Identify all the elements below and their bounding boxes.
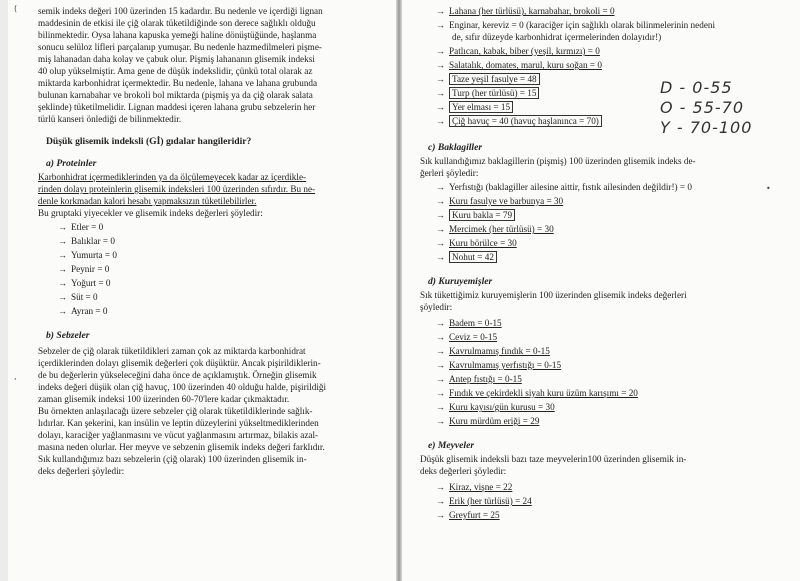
vegetables-paragraph-line: Bu örnekten anlaşılacağı üzere sebzeler çiğ olarak tüketildiklerinde sağlık- [38,406,313,416]
arrow-right-icon: → [436,6,445,16]
arrow-right-icon: → [436,116,445,126]
list-item: → Süt = 0 [58,292,98,302]
arrow-right-icon: → [436,224,445,234]
arrow-right-icon: → [436,416,445,426]
list-item: → Kuru kayısı/gün kurusu = 30 [436,402,555,412]
paragraph-line: şeklinde) tüketilmelidir. Lignan maddesi içeren lahana grubu sebzelerin her [38,102,316,112]
arrow-right-icon: → [436,46,445,56]
arrow-right-icon: → [436,360,445,370]
paragraph-line: miş lahanadan daha kolay ve çabuk olur. Pişmiş lahananın glisemik indeksi [38,54,315,64]
list-item: → Turp (her türlüsü) = 15 [436,88,539,99]
paragraph-line: türlü kanseri önlediği de bilinmektedir. [38,114,182,124]
binding-edge [0,0,8,581]
arrow-right-icon: → [436,496,445,506]
handwritten-note: D - 0-55 [660,78,733,97]
paragraph-line: miktarda karbonhidrat içermektedir. Bu nedenle, lahana ve lahana grubunda [38,78,318,88]
proteins-paragraph-line: denle korkmadan kalori hesabı yapmaksızın tüketilebilirler. [38,196,257,206]
arrow-right-icon: → [436,88,445,98]
list-item: → Lahana (her türlüsü), karnabahar, brokoli = 0 [436,6,615,16]
nuts-paragraph-line: şöyledir: [420,302,453,312]
arrow-right-icon: → [436,346,445,356]
arrow-right-icon: → [436,252,445,262]
paragraph-line: bulunan karnabahar ve brokoli bol miktarda (pişmiş ya da çiğ olarak salata [38,90,313,100]
list-item: → Mercimek (her türlüsü) = 30 [436,224,554,234]
list-item: → Kuru mürdüm eriği = 29 [436,416,540,426]
proteins-paragraph-line: Karbonhidrat içermediklerinden ya da ölçülemeyecek kadar az içerdikle- [38,172,307,182]
list-item: → Salatalık, domates, marul, kuru soğan = 0 [436,60,602,70]
arrow-right-icon: → [436,374,445,384]
vegetables-paragraph-line: indeks değeri düşük olan çiğ havuç, 100 üzerinden 40 olduğu halde, pişirildiği [38,382,327,392]
arrow-right-icon: → [58,306,67,316]
list-item: → Yer elması = 15 [436,102,513,113]
list-item: → Enginar, kereviz = 0 (karaciğer için sağlıklı olarak bilinmelerinin nedeni [436,20,716,30]
arrow-right-icon: → [58,236,67,246]
arrow-right-icon: → [436,332,445,342]
list-item: → Fındık ve çekirdekli siyah kuru üzüm karışımı = 20 [436,388,638,398]
list-item: → Kiraz, vişne = 22 [436,482,513,492]
nuts-paragraph-line: Sık tükettiğimiz kuruyemişlerin 100 üzerinden glisemik indeks değerleri [420,290,687,300]
list-item: → Yerfıstığı (baklagiller ailesine aittir, fıstık ailesinden değildir!) = 0 [436,182,692,192]
arrow-right-icon: → [436,238,445,248]
list-item: → Çiğ havuç = 40 (havuç haşlanınca = 70) [436,116,602,127]
paragraph-line: sonucu selüloz lifleri parçalanıp yumuşar. Bu nedenle hazmedilmeleri pişme- [38,42,322,52]
list-item: → Kavrulmamış yerfıstığı = 0-15 [436,360,562,370]
vegetables-paragraph-line: zaman glisemik indeksi 100 üzerinden 60-70'lere kadar çıkmaktadır. [38,394,290,404]
list-item: → Nohut = 42 [436,252,497,263]
proteins-title: a) Proteinler [46,158,97,169]
list-item: → Etler = 0 [58,222,104,232]
fruits-title: e) Meyveler [428,440,475,451]
list-item: → Ceviz = 0-15 [436,332,498,342]
fruits-paragraph-line: deks değerleri şöyledir: [420,466,507,476]
list-item: → Peynir = 0 [58,264,110,274]
proteins-paragraph-line: Bu gruptaki yiyecekler ve glisemik indeks değerleri şöyledir: [38,208,263,218]
margin-mark: ( [14,4,18,13]
arrow-right-icon: → [436,196,445,206]
paragraph-line: maddesinin de etkisi ile çiğ olarak tüketildiğinde son derece sağlıklı olduğu [38,18,316,28]
margin-mark: • [766,184,771,193]
arrow-right-icon: → [58,250,67,260]
section-title: Düşük glisemik indeksli (Gİ) gıdalar hangileridir? [46,136,252,147]
legumes-paragraph-line: ğerleri şöyledir: [420,168,479,178]
list-item: → Yoğurt = 0 [58,278,111,288]
list-item: → Badem = 0-15 [436,318,502,328]
vegetables-paragraph-line: de bu değerlerin yükseleceğini daha önce de açıklamıştık. Örneğin glisemik [38,370,317,380]
vegetables-paragraph-line: lıdırlar. Kan şekerini, kan insülin ve leptin düzeylerini yükseltmediklerinden [38,418,319,428]
list-item-continuation: de, sıfır düzeyde karbonhidrat içermelerinden dolayıdır!) [452,32,662,42]
list-item: → Kuru bakla = 79 [436,210,515,221]
legumes-title: c) Baklagiller [428,142,483,153]
vegetables-paragraph-line: dolayı, karaciğer yağlanmasını ve vücut yağlanmasını artırmaz, bilakis azal- [38,430,319,440]
nuts-title: d) Kuruyemişler [428,276,493,287]
arrow-right-icon: → [58,292,67,302]
arrow-right-icon: → [436,182,445,192]
vegetables-paragraph-line: Sebzeler de çiğ olarak tüketildikleri zaman çok az miktarda karbonhidrat [38,346,306,356]
arrow-right-icon: → [58,222,67,232]
paragraph-line: 40 olup yükselmiştir. Ama gene de düşük indekslidir, çünkü total olarak az [38,66,313,76]
list-item: → Kuru börülce = 30 [436,238,517,248]
list-item: → Antep fıstığı = 0-15 [436,374,522,384]
arrow-right-icon: → [436,210,445,220]
vegetables-paragraph-line: içerdiklerinden dolayı glisemik değerleri çok düşüktür. Ancak pişirildiklerin- [38,358,321,368]
paragraph-line: bilinmektedir. Oysa lahana kapuska yemeği haline dönüştüğünde, haşlanma [38,30,317,40]
arrow-right-icon: → [436,102,445,112]
arrow-right-icon: → [58,264,67,274]
list-item: → Kavrulmamış fındık = 0-15 [436,346,550,356]
proteins-paragraph-line: rinden dolayı proteinlerin glisemik indeksleri 100 üzerinden sıfırdır. Bu ne- [38,184,316,194]
handwritten-note: Y - 70-100 [660,118,753,137]
list-item: → Greyfurt = 25 [436,510,500,520]
arrow-right-icon: → [436,318,445,328]
arrow-right-icon: → [436,74,445,84]
vegetables-paragraph-line: deks değerleri şöyledir: [38,466,125,476]
list-item: → Patlıcan, kabak, biber (yeşil, kırmızı) = 0 [436,46,600,56]
legumes-paragraph-line: Sık kullandığımız baklagillerin (pişmiş) 100 üzerinden glisemik indeks de- [420,156,696,166]
vegetables-title: b) Sebzeler [46,330,90,341]
arrow-right-icon: → [436,510,445,520]
arrow-right-icon: → [436,20,445,30]
margin-mark: , [14,372,17,381]
arrow-right-icon: → [436,60,445,70]
arrow-right-icon: → [436,482,445,492]
vegetables-paragraph-line: masına neden olurlar. Her meyve ve sebzenin glisemik indeks değeri farklıdır. [38,442,325,452]
arrow-right-icon: → [58,278,67,288]
vegetables-paragraph-line: Sık kullandığımız bazı sebzelerin (çiğ olarak) 100 üzerinden glisemik in- [38,454,307,464]
arrow-right-icon: → [436,388,445,398]
fruits-paragraph-line: Düşük glisemik indeksli bazı taze meyvelerin100 üzerinden glisemik in- [420,454,687,464]
list-item: → Kuru fasulye ve barbunya = 30 [436,196,564,206]
arrow-right-icon: → [436,402,445,412]
paragraph-line: semik indeks değeri 100 üzerinden 15 kadardır. Bu nedenle ve içerdiği lignan [38,6,323,16]
list-item: → Erik (her türlüsü) = 24 [436,496,532,506]
handwritten-note: O - 55-70 [660,98,745,117]
list-item: → Balıklar = 0 [58,236,115,246]
list-item: → Yumurta = 0 [58,250,118,260]
list-item: → Ayran = 0 [58,306,108,316]
list-item: → Taze yeşil fasulye = 48 [436,74,540,85]
book-spine [396,0,402,581]
